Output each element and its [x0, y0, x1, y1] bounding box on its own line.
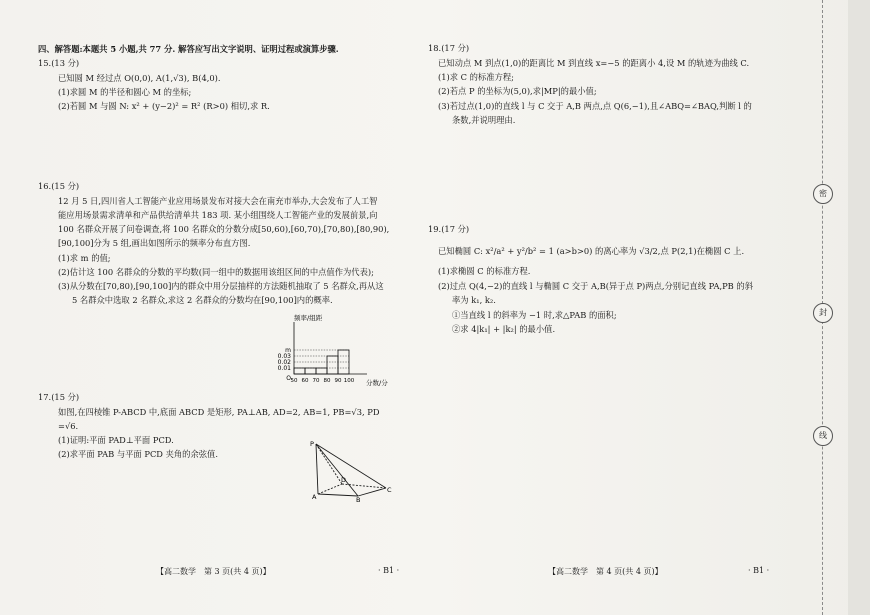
footer-right-code: · B1 · — [748, 566, 770, 575]
q19-part1: (1)求椭圆 C 的标准方程. — [438, 266, 531, 276]
histogram-y-axis-label: 频率/组距 — [294, 314, 323, 322]
q15-part1: (1)求圆 M 的半径和圆心 M 的坐标; — [58, 87, 192, 97]
q19-title: 19.(17 分) — [428, 224, 470, 234]
page-edge — [848, 0, 870, 615]
q18-part3b: 条数,并说明理由. — [452, 115, 516, 125]
q17-part1: (1)证明:平面 PAD⊥平面 PCD. — [58, 435, 174, 445]
q19-line1: 已知椭圆 C: x²/a² + y²/b² = 1 (a>b>0) 的离心率为 √3/2,点 P(2,1)在椭圆 C 上. — [438, 246, 745, 256]
binder-mark-feng: 封 — [813, 303, 833, 323]
q15-stem: 已知圆 M 经过点 O(0,0), A(1,√3), B(4,0). — [58, 73, 221, 83]
pyramid-figure — [308, 438, 394, 502]
pyramid-label-a: A — [312, 493, 317, 501]
histogram-x-tick-label: 100 — [343, 378, 355, 384]
histogram-y-tick-label: m — [285, 347, 291, 354]
q18-line1: 已知动点 M 到点(1,0)的距离比 M 到直线 x=−5 的距离小 4,设 M 的轨迹为曲线 C. — [438, 58, 750, 68]
histogram-bar — [294, 368, 305, 374]
frequency-histogram — [268, 310, 418, 392]
histogram-bar — [305, 368, 316, 374]
histogram-x-axis-label: 分数/分 — [366, 379, 388, 387]
q16-title: 16.(15 分) — [38, 181, 80, 191]
q16-part2: (2)估计这 100 名群众的分数的平均数(同一组中的数据用该组区间的中点值作为代表); — [58, 267, 374, 277]
q17-line2: =√6. — [58, 421, 79, 431]
q18-title: 18.(17 分) — [428, 43, 470, 53]
pyramid-label-b: B — [356, 496, 361, 502]
histogram-x-tick-label: 60 — [301, 378, 309, 384]
footer-left-code: · B1 · — [378, 566, 400, 575]
q15-title: 15.(13 分) — [38, 58, 80, 68]
histogram-x-tick-label: 50 — [290, 378, 298, 384]
pyramid-label-d: D — [341, 476, 347, 484]
q18-part1: (1)求 C 的标准方程; — [438, 72, 514, 82]
q16-line1: 12 月 5 日,四川省人工智能产业应用场景发布对接大会在南充市举办,大会发布了人工智 — [58, 196, 378, 206]
pyramid-label-p: P — [310, 440, 314, 448]
histogram-y-tick-label: 0.01 — [277, 365, 291, 372]
histogram-y-tick-label: 0.02 — [277, 359, 291, 366]
binder-mark-xian: 线 — [813, 426, 833, 446]
pyramid-label-c: C — [387, 486, 392, 494]
q16-line3: 100 名群众开展了问卷调查,将 100 名群众的分数分成[50,60),[60,70),[70,80),[80,90), — [58, 224, 390, 234]
histogram-x-tick-label: 70 — [312, 378, 320, 384]
footer-left: 【高二数学 第 3 页(共 4 页)】 — [156, 567, 271, 576]
histogram-x-tick-label: 80 — [323, 378, 331, 384]
histogram-origin-label: O — [286, 375, 291, 382]
page-3 — [36, 0, 421, 615]
q17-title: 17.(15 分) — [38, 392, 80, 402]
q19-sub2: ②求 4|k₁| + |k₂| 的最小值. — [452, 324, 556, 334]
histogram-y-tick-label: 0.03 — [277, 353, 291, 360]
histogram-bar — [316, 368, 327, 374]
q19-part2b: 率为 k₁, k₂. — [452, 295, 496, 305]
q16-part1: (1)求 m 的值; — [58, 253, 111, 263]
page-4 — [428, 0, 788, 615]
histogram-x-tick-label: 90 — [334, 378, 342, 384]
q18-part2: (2)若点 P 的坐标为(5,0),求|MP|的最小值; — [438, 86, 597, 96]
q16-line2: 能应用场景需求清单和产品供给清单共 183 项. 某小组围绕人工智能产业的发展前景,向 — [58, 210, 378, 220]
q15-part2: (2)若圆 M 与圆 N: x² + (y−2)² = R² (R>0) 相切,求 R. — [58, 101, 270, 111]
q16-part3b: 5 名群众中选取 2 名群众,求这 2 名群众的分数均在[90,100]内的概率. — [72, 295, 333, 305]
binder-mark-mi: 密 — [813, 184, 833, 204]
q19-sub1: ①当直线 l 的斜率为 −1 时,求△PAB 的面积; — [452, 310, 617, 320]
q16-line4: [90,100]分为 5 组,画出如图所示的频率分布直方图. — [58, 238, 251, 248]
q17-line1: 如图,在四棱锥 P-ABCD 中,底面 ABCD 是矩形, PA⊥AB, AD=2, AB=1, PB=√3, PD — [58, 407, 380, 417]
section-header: 四、解答题:本题共 5 小题,共 77 分. 解答应写出文字说明、证明过程或演算步骤. — [38, 44, 339, 54]
q17-part2: (2)求平面 PAB 与平面 PCD 夹角的余弦值. — [58, 449, 218, 459]
footer-right: 【高二数学 第 4 页(共 4 页)】 — [548, 567, 663, 576]
q19-part2a: (2)过点 Q(4,−2)的直线 l 与椭圆 C 交于 A,B(异于点 P)两点,分别记直线 PA,PB 的斜 — [438, 281, 753, 291]
q18-part3a: (3)若过点(1,0)的直线 l 与 C 交于 A,B 两点,点 Q(6,−1),且∠ABQ=∠BAQ,判断 l 的 — [438, 101, 752, 111]
histogram-bar — [327, 356, 338, 374]
q16-part3a: (3)从分数在[70,80),[90,100]内的群众中用分层抽样的方法随机抽取了 5 名群众,再从这 — [58, 281, 384, 291]
